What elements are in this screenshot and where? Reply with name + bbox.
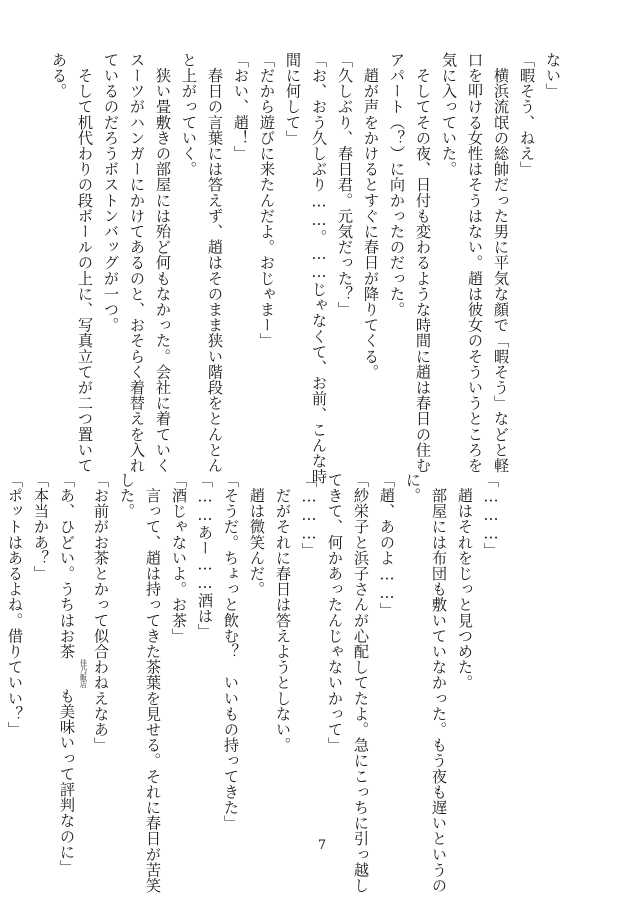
text-line: 気に入っていた。 bbox=[440, 52, 458, 177]
text-line-with-ruby bbox=[54, 472, 89, 876]
text-line: 趙はそれをじっと見つめた。 bbox=[456, 472, 474, 691]
text-line: ある。 bbox=[50, 52, 68, 99]
text-line: 「久しぶり、春日君。元気だった？」 bbox=[336, 52, 354, 318]
text-block-lower bbox=[0, 472, 504, 894]
text-line: アパート（？）に向かったのだった。 bbox=[388, 52, 406, 318]
text-line: 横浜流氓の総帥だった男に平気な顔で「暇そう」などと軽 bbox=[492, 52, 510, 474]
text-line: 「暇そう、ねえ」 bbox=[518, 52, 536, 177]
text-line: 春日の言葉には答えず、趙はそのまま狭い階段をとんとん bbox=[206, 52, 224, 474]
text-line: 「趙、あのよ……」 bbox=[378, 472, 396, 618]
text-line: 「お前がお茶とかって似合わねえなあ」 bbox=[92, 472, 110, 753]
text-line: した。 bbox=[118, 472, 136, 519]
text-line: 狭い畳敷きの部屋には殆ど何もなかった。会社に着ていく bbox=[154, 52, 172, 474]
text-line: だがそれに春日は答えようとしない。 bbox=[274, 472, 292, 753]
text-line: 「紗栄子と浜子さんが心配してたよ。急にこっちに引っ越し bbox=[352, 472, 370, 894]
text-line: ない」 bbox=[544, 52, 562, 99]
text-line: ているのだろうボストンバッグが一つ。 bbox=[102, 52, 120, 333]
text-line: 部屋には布団も敷いていなかった。もう夜も遅いというの bbox=[430, 472, 448, 894]
text-line: 「………」 bbox=[482, 472, 500, 559]
text-line: 趙は微笑んだ。 bbox=[248, 472, 266, 597]
text-line: 口を叩ける女性はそうはない。趙は彼女のそういうところを bbox=[466, 52, 484, 474]
text-line: と上がっていく。 bbox=[180, 52, 198, 177]
text-line: そして机代わりの段ボールの上に、写真立てが二つ置いて bbox=[76, 52, 94, 474]
text-line: てきて、何かあったんじゃないかって」 bbox=[326, 472, 344, 753]
text-line: そしてその夜、日付も変わるような時間に趙は春日の住む bbox=[414, 52, 432, 474]
text-line: に。 bbox=[404, 472, 422, 504]
text-line: 「酒じゃないよ。お茶」 bbox=[170, 472, 188, 644]
text-line: 「本当かあ？」 bbox=[32, 472, 50, 582]
ruby-line-after: も美味いって評判なのに」 bbox=[58, 688, 76, 876]
page-number: 7 bbox=[317, 838, 327, 853]
text-line: スーツがハンガーにかけてあるのと、おそらく着替えを入れ bbox=[128, 52, 146, 474]
ruby-line-before: 「あ、ひどい。うちは bbox=[58, 472, 76, 628]
text-line: 「ポットはあるよね。借りていい？」 bbox=[6, 472, 24, 738]
text-line: 「お、おう久しぶり……。……じゃなくて、お前、こんな時 bbox=[310, 52, 328, 485]
text-line: 間に何して」 bbox=[284, 52, 302, 146]
text-line: 「………」 bbox=[300, 472, 318, 559]
text-line: 「だから遊びに来たんだよ。おじゃまー」 bbox=[258, 52, 276, 349]
text-line: 「……あー……酒は」 bbox=[196, 472, 214, 640]
ruby-base: お茶 bbox=[58, 628, 76, 660]
text-block-upper bbox=[46, 52, 566, 485]
ruby-annotation bbox=[58, 628, 89, 689]
text-line: 「そうだ。ちょっと飲む？ いいもの持ってきた」 bbox=[222, 472, 240, 831]
text-line: 「おい、趙！」 bbox=[232, 52, 250, 162]
ruby-reading: 佳乃飯店 bbox=[79, 659, 89, 689]
text-line: 趙が声をかけるとすぐに春日が降りてくる。 bbox=[362, 52, 380, 380]
text-line: 言って、趙は持ってきた茶葉を見せる。それに春日が苦笑 bbox=[144, 472, 162, 894]
